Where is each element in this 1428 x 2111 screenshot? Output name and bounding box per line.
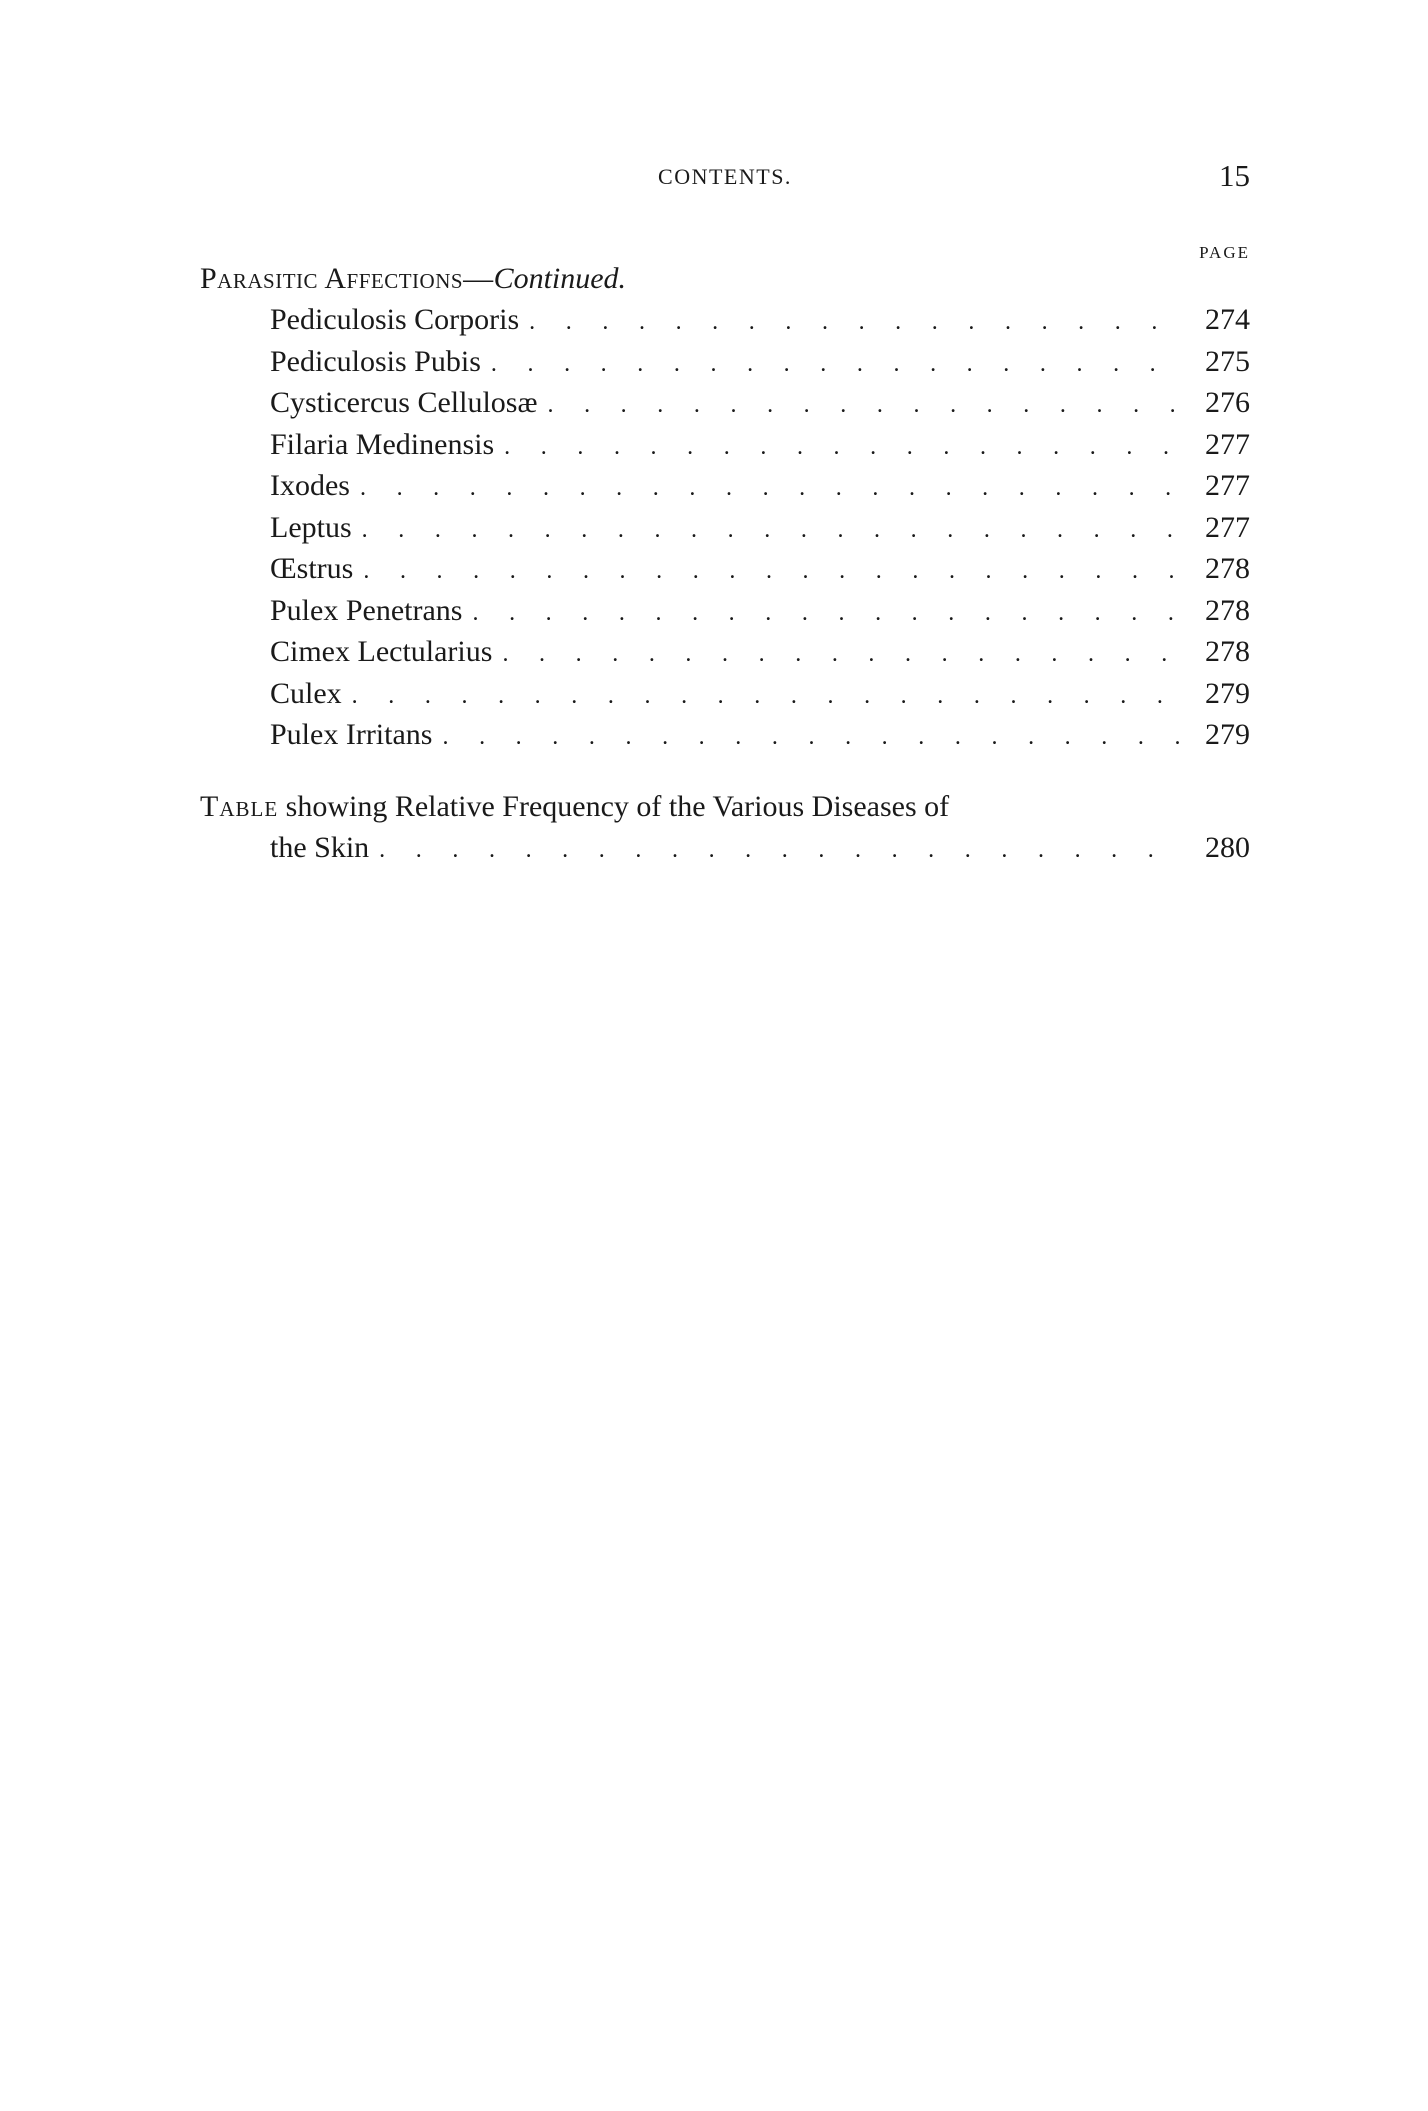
- page-number: 15: [1219, 158, 1250, 193]
- table-lead-word: Table: [200, 790, 279, 823]
- contents-entry: [270, 341, 1250, 383]
- table-entry-text: showing Relative Frequency of the Various Diseases of: [278, 790, 950, 823]
- dot-leader: [491, 344, 1184, 386]
- entry-label: Pulex Penetrans: [270, 593, 463, 627]
- entry-page-number: 277: [1205, 427, 1250, 461]
- entry-label: Pulex Irritans: [270, 718, 433, 751]
- section-heading: [200, 262, 626, 296]
- dot-leader: [352, 676, 1184, 718]
- dot-leader: [504, 427, 1184, 469]
- dot-leader: [547, 385, 1184, 427]
- dot-leader: [360, 468, 1184, 510]
- table-entry-continuation: the Skin: [270, 831, 370, 864]
- contents-entry: [270, 382, 1250, 424]
- table-contents-entry: [200, 786, 1250, 871]
- entry-page-number: 279: [1205, 676, 1250, 710]
- section-dash: —: [463, 262, 494, 295]
- contents-entry: [270, 548, 1250, 590]
- contents-list: [270, 299, 1250, 756]
- entry-label: Cimex Lectularius: [270, 635, 493, 668]
- entry-page-number: 275: [1205, 344, 1250, 378]
- dot-leader: [379, 830, 1184, 871]
- entry-label: Culex: [270, 676, 342, 710]
- entry-label: Œstrus: [270, 552, 354, 585]
- contents-entry: [270, 507, 1250, 549]
- entry-page-number: 277: [1205, 510, 1250, 544]
- dot-leader: [442, 717, 1184, 759]
- page-column-label: PAGE: [1199, 243, 1250, 262]
- contents-entry: [270, 299, 1250, 341]
- table-entry-page-number: 280: [1205, 831, 1250, 864]
- contents-entry: [270, 631, 1250, 673]
- dot-leader: [502, 634, 1184, 676]
- entry-label: Leptus: [270, 510, 352, 544]
- section-title: Parasitic Affections: [200, 262, 464, 295]
- dot-leader: [362, 510, 1184, 552]
- entry-label: Ixodes: [270, 469, 350, 502]
- entry-label: Filaria Medinensis: [270, 427, 495, 461]
- entry-page-number: 279: [1205, 718, 1250, 751]
- entry-label: Cysticercus Cellulosæ: [270, 386, 538, 419]
- contents-entry: [270, 424, 1250, 466]
- entry-page-number: 277: [1205, 469, 1250, 502]
- running-title: CONTENTS.: [658, 164, 792, 189]
- contents-entry: [270, 714, 1250, 756]
- entry-page-number: 278: [1205, 635, 1250, 668]
- entry-label: Pediculosis Pubis: [270, 344, 481, 378]
- contents-entry: [270, 465, 1250, 507]
- running-head: [200, 158, 1250, 198]
- contents-entry: [270, 673, 1250, 715]
- entry-page-number: 278: [1205, 593, 1250, 627]
- section-continued: Continued.: [493, 262, 627, 295]
- contents-entry: [270, 590, 1250, 632]
- entry-page-number: 276: [1205, 386, 1250, 419]
- entry-page-number: 278: [1205, 552, 1250, 585]
- dot-leader: [529, 302, 1184, 344]
- entry-label: Pediculosis Corporis: [270, 303, 520, 336]
- table-entry-line-1: [200, 786, 1250, 827]
- entry-page-number: 274: [1205, 303, 1250, 336]
- dot-leader: [363, 551, 1184, 593]
- table-entry-line-2: [200, 827, 1250, 871]
- dot-leader: [472, 593, 1184, 635]
